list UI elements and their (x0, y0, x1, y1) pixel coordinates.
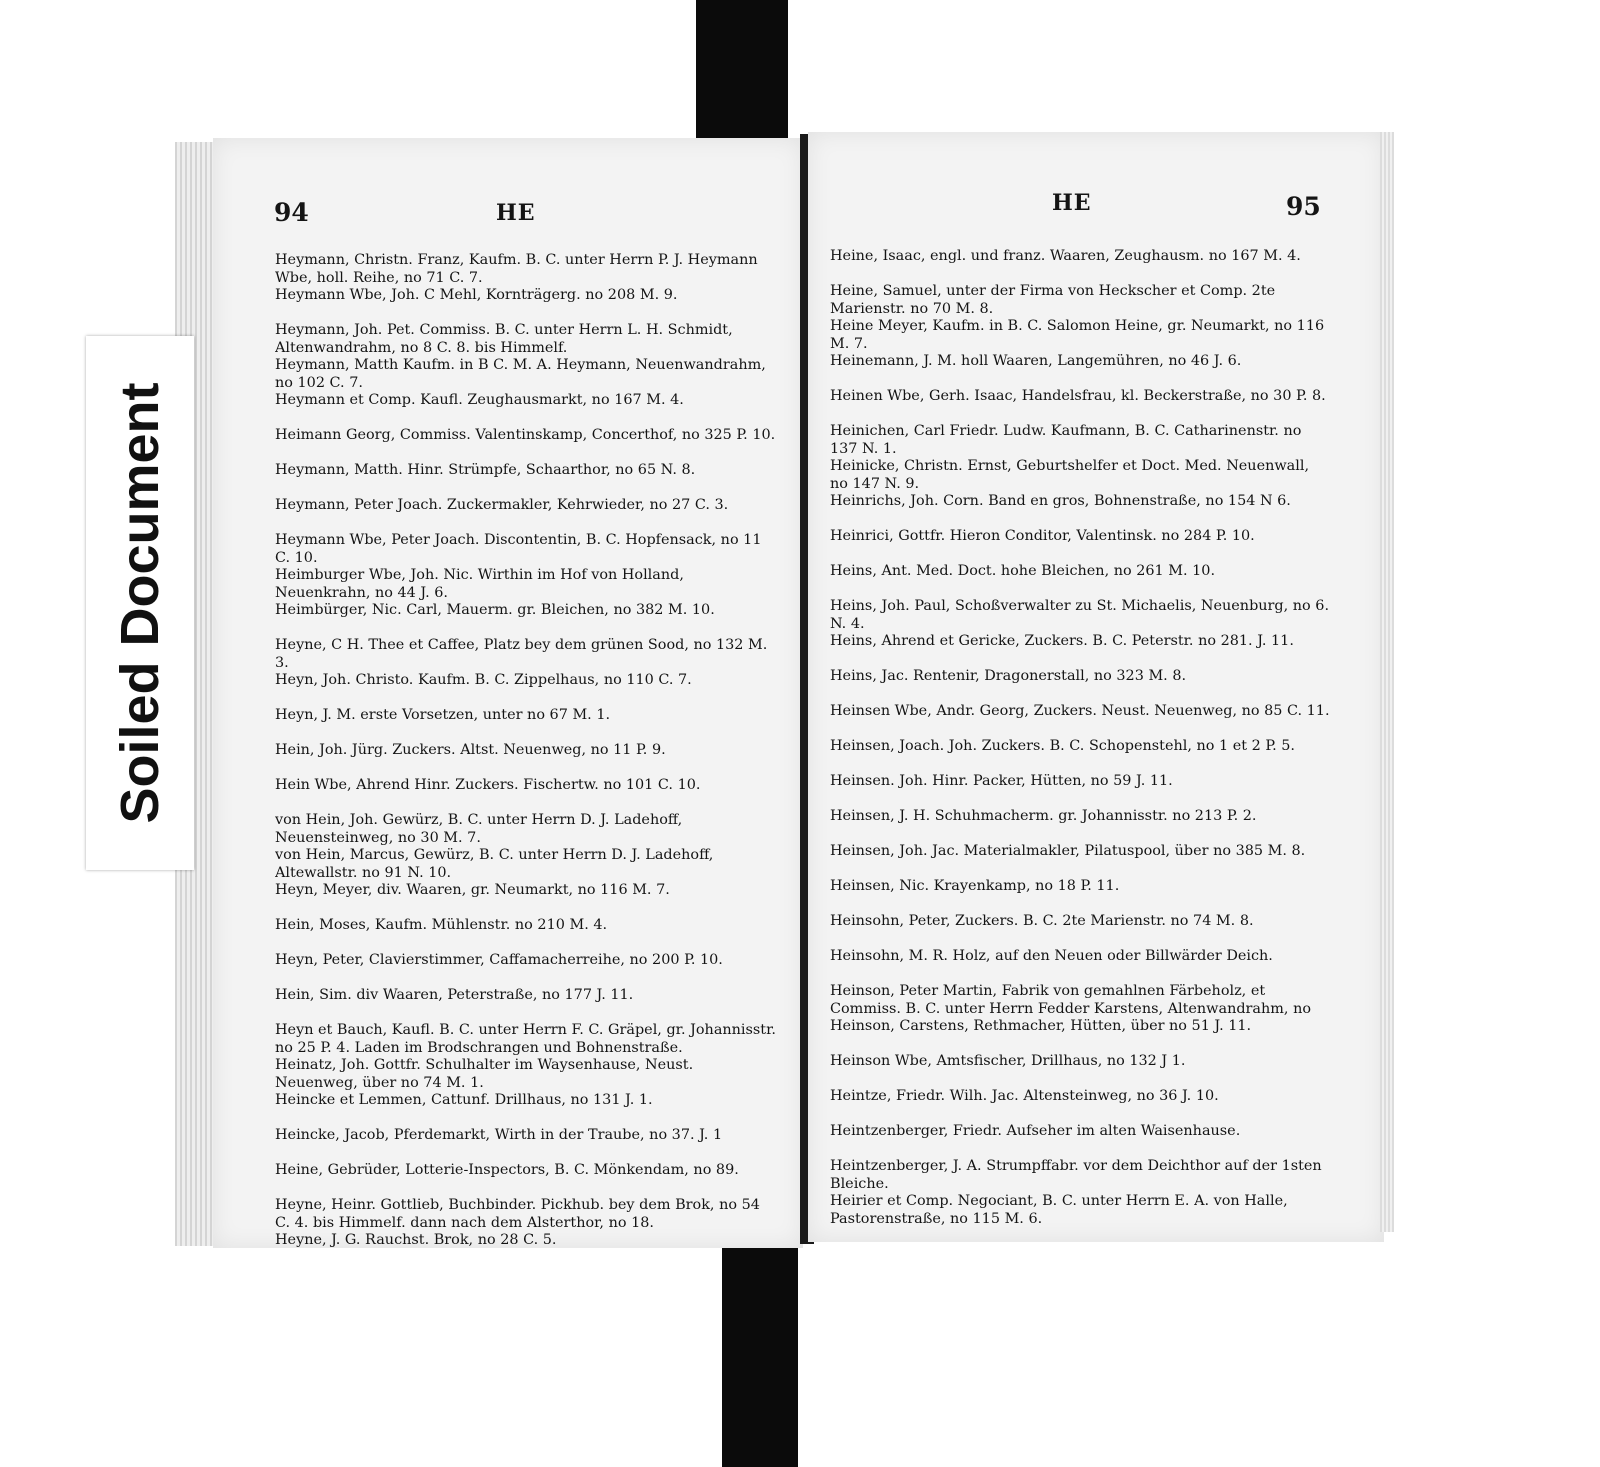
directory-entry: Heinsen. Joh. Hinr. Packer, Hütten, no 59 J. 11. (830, 773, 1173, 789)
directory-entry: Heymann, Peter Joach. Zuckermakler, Kehrwieder, no 27 C. 3. (275, 497, 729, 513)
directory-entry: Heinicke, Christn. Ernst, Geburtshelfer et Doct. Med. Neuenwall, no 147 N. 9. (830, 458, 1310, 492)
right-page-number: 95 (1286, 192, 1321, 221)
directory-entry: Heinsen Wbe, Andr. Georg, Zuckers. Neust. Neuenweg, no 85 C. 11. (830, 703, 1330, 719)
directory-entry: Heine Meyer, Kaufm. in B. C. Salomon Heine, gr. Neumarkt, no 116 M. 7. (830, 318, 1325, 352)
directory-entry: Heins, Ant. Med. Doct. hohe Bleichen, no 261 M. 10. (830, 563, 1216, 579)
directory-entry: Heymann, Christn. Franz, Kaufm. B. C. unter Herrn P. J. Heymann Wbe, holl. Reihe, no 71 C. 7. (275, 252, 758, 286)
directory-entry: Heincke et Lemmen, Cattunf. Drillhaus, no 131 J. 1. (275, 1092, 653, 1108)
directory-entry: Heins, Jac. Rentenir, Dragonerstall, no 323 M. 8. (830, 668, 1187, 684)
directory-entry: Heintzenberger, J. A. Strumpffabr. vor dem Deichthor auf der 1sten Bleiche. (830, 1158, 1322, 1192)
directory-entry: Heinson Wbe, Amtsfischer, Drillhaus, no 132 J 1. (830, 1053, 1186, 1069)
directory-entry: Heinemann, J. M. holl Waaren, Langemühren, no 46 J. 6. (830, 353, 1242, 369)
directory-entry: Heinatz, Joh. Gottfr. Schulhalter im Waysenhause, Neust. Neuenweg, über no 74 M. 1. (275, 1057, 694, 1091)
directory-entry: Heymann Wbe, Joh. C Mehl, Kornträgerg. no 208 M. 9. (275, 287, 678, 303)
directory-entry: Heinsohn, M. R. Holz, auf den Neuen oder Billwärder Deich. (830, 948, 1273, 964)
directory-entry: Heyn, J. M. erste Vorsetzen, unter no 67 M. 1. (275, 707, 611, 723)
directory-entry: Heinsen, Nic. Krayenkamp, no 18 P. 11. (830, 878, 1120, 894)
directory-entry: Heimann Georg, Commiss. Valentinskamp, Concerthof, no 325 P. 10. (275, 427, 776, 443)
right-page-edge (1380, 132, 1394, 1232)
directory-entry: Hein, Sim. div Waaren, Peterstraße, no 177 J. 11. (275, 987, 634, 1003)
left-entry-list (275, 252, 779, 1267)
directory-entry: Heyn, Joh. Christo. Kaufm. B. C. Zippelhaus, no 110 C. 7. (275, 672, 692, 688)
directory-entry: Heine, Gebrüder, Lotterie-Inspectors, B. C. Mönkendam, no 89. (275, 1162, 739, 1178)
right-entry-list (830, 248, 1330, 1228)
directory-entry: Heincke, Jacob, Pferdemarkt, Wirth in der Traube, no 37. J. 1 (275, 1127, 723, 1143)
right-page-header: HE (1052, 190, 1092, 216)
directory-entry: Heyn et Bauch, Kaufl. B. C. unter Herrn F. C. Gräpel, gr. Johannisstr. no 25 P. 4. Laden im Brodschrangen und Bohnenstraße. (275, 1022, 776, 1056)
directory-entry: Heinson, Peter Martin, Fabrik von gemahlnen Färbeholz, et Commiss. B. C. unter Herrn Fedder Karstens, Altenwandrahm, no (830, 983, 1312, 1017)
directory-entry: Heinsohn, Peter, Zuckers. B. C. 2te Marienstr. no 74 M. 8. (830, 913, 1254, 929)
directory-entry: Heymann, Joh. Pet. Commiss. B. C. unter Herrn L. H. Schmidt, Altenwandrahm, no 8 C. 8. bis Himmelf. (275, 322, 733, 356)
directory-entry: Heinson, Carstens, Rethmacher, Hütten, über no 51 J. 11. (830, 1018, 1252, 1034)
directory-entry: Heirier et Comp. Negociant, B. C. unter Herrn E. A. von Halle, Pastorenstraße, no 115 M. 6. (830, 1193, 1288, 1227)
directory-entry: Heyn, Meyer, div. Waaren, gr. Neumarkt, no 116 M. 7. (275, 882, 670, 898)
soiled-document-label (86, 336, 194, 870)
directory-entry: Heimbürger, Nic. Carl, Mauerm. gr. Bleichen, no 382 M. 10. (275, 602, 715, 618)
directory-entry: Hein, Joh. Jürg. Zuckers. Altst. Neuenweg, no 11 P. 9. (275, 742, 666, 758)
directory-entry: Heinsen, J. H. Schuhmacherm. gr. Johannisstr. no 213 P. 2. (830, 808, 1257, 824)
directory-entry: von Hein, Marcus, Gewürz, B. C. unter Herrn D. J. Ladehoff, Altewallstr. no 91 N. 10. (275, 847, 714, 881)
directory-entry: Heyn, Peter, Clavierstimmer, Caffamacherreihe, no 200 P. 10. (275, 952, 723, 968)
directory-entry: Heinrichs, Joh. Corn. Band en gros, Bohnenstraße, no 154 N 6. (830, 493, 1291, 509)
label-text: Soiled Document (110, 382, 170, 824)
directory-entry: Heinsen, Joach. Joh. Zuckers. B. C. Schopenstehl, no 1 et 2 P. 5. (830, 738, 1295, 754)
directory-entry: Heins, Ahrend et Gericke, Zuckers. B. C. Peterstr. no 281. J. 11. (830, 633, 1294, 649)
directory-entry: Heintzenberger, Friedr. Aufseher im alten Waisenhause. (830, 1123, 1241, 1139)
directory-entry: Heins, Joh. Paul, Schoßverwalter zu St. Michaelis, Neuenburg, no 6. N. 4. (830, 598, 1330, 632)
directory-entry: Hein, Moses, Kaufm. Mühlenstr. no 210 M. 4. (275, 917, 608, 933)
directory-entry: Heymann Wbe, Peter Joach. Discontentin, B. C. Hopfensack, no 11 C. 10. (275, 532, 762, 566)
directory-entry: Heinichen, Carl Friedr. Ludw. Kaufmann, B. C. Catharinenstr. no 137 N. 1. (830, 423, 1302, 457)
directory-entry: von Hein, Joh. Gewürz, B. C. unter Herrn D. J. Ladehoff, Neuensteinweg, no 30 M. 7. (275, 812, 683, 846)
left-page-number: 94 (274, 198, 309, 227)
directory-entry: Hein Wbe, Ahrend Hinr. Zuckers. Fischertw. no 101 C. 10. (275, 777, 701, 793)
directory-entry: Heine, Isaac, engl. und franz. Waaren, Zeughausm. no 167 M. 4. (830, 248, 1301, 264)
directory-entry: Heymann, Matth Kaufm. in B C. M. A. Heymann, Neuenwandrahm, no 102 C. 7. (275, 357, 766, 391)
directory-entry: Heymann et Comp. Kaufl. Zeughausmarkt, no 167 M. 4. (275, 392, 684, 408)
directory-entry: Heinen Wbe, Gerh. Isaac, Handelsfrau, kl. Beckerstraße, no 30 P. 8. (830, 388, 1326, 404)
directory-entry: Heyne, C H. Thee et Caffee, Platz bey dem grünen Sood, no 132 M. 3. (275, 637, 768, 671)
directory-entry: Heine, Samuel, unter der Firma von Heckscher et Comp. 2te Marienstr. no 70 M. 8. (830, 283, 1276, 317)
directory-entry: Heinsen, Joh. Jac. Materialmakler, Pilatuspool, über no 385 M. 8. (830, 843, 1306, 859)
directory-entry: Heymann, Matth. Hinr. Strümpfe, Schaarthor, no 65 N. 8. (275, 462, 696, 478)
directory-entry: Heimburger Wbe, Joh. Nic. Wirthin im Hof von Holland, Neuenkrahn, no 44 J. 6. (275, 567, 684, 601)
left-page-header: HE (496, 200, 536, 226)
binding-strap-top (696, 0, 788, 142)
directory-entry: Heintze, Friedr. Wilh. Jac. Altensteinweg, no 36 J. 10. (830, 1088, 1219, 1104)
directory-entry: Heinrici, Gottfr. Hieron Conditor, Valentinsk. no 284 P. 10. (830, 528, 1255, 544)
directory-entry: Heyne, Heinr. Gottlieb, Buchbinder. Pickhub. bey dem Brok, no 54 C. 4. bis Himmelf. dann nach dem Alsterthor, no 18. (275, 1197, 760, 1231)
directory-entry: Heyne, J. G. Rauchst. Brok, no 28 C. 5. (275, 1232, 557, 1248)
